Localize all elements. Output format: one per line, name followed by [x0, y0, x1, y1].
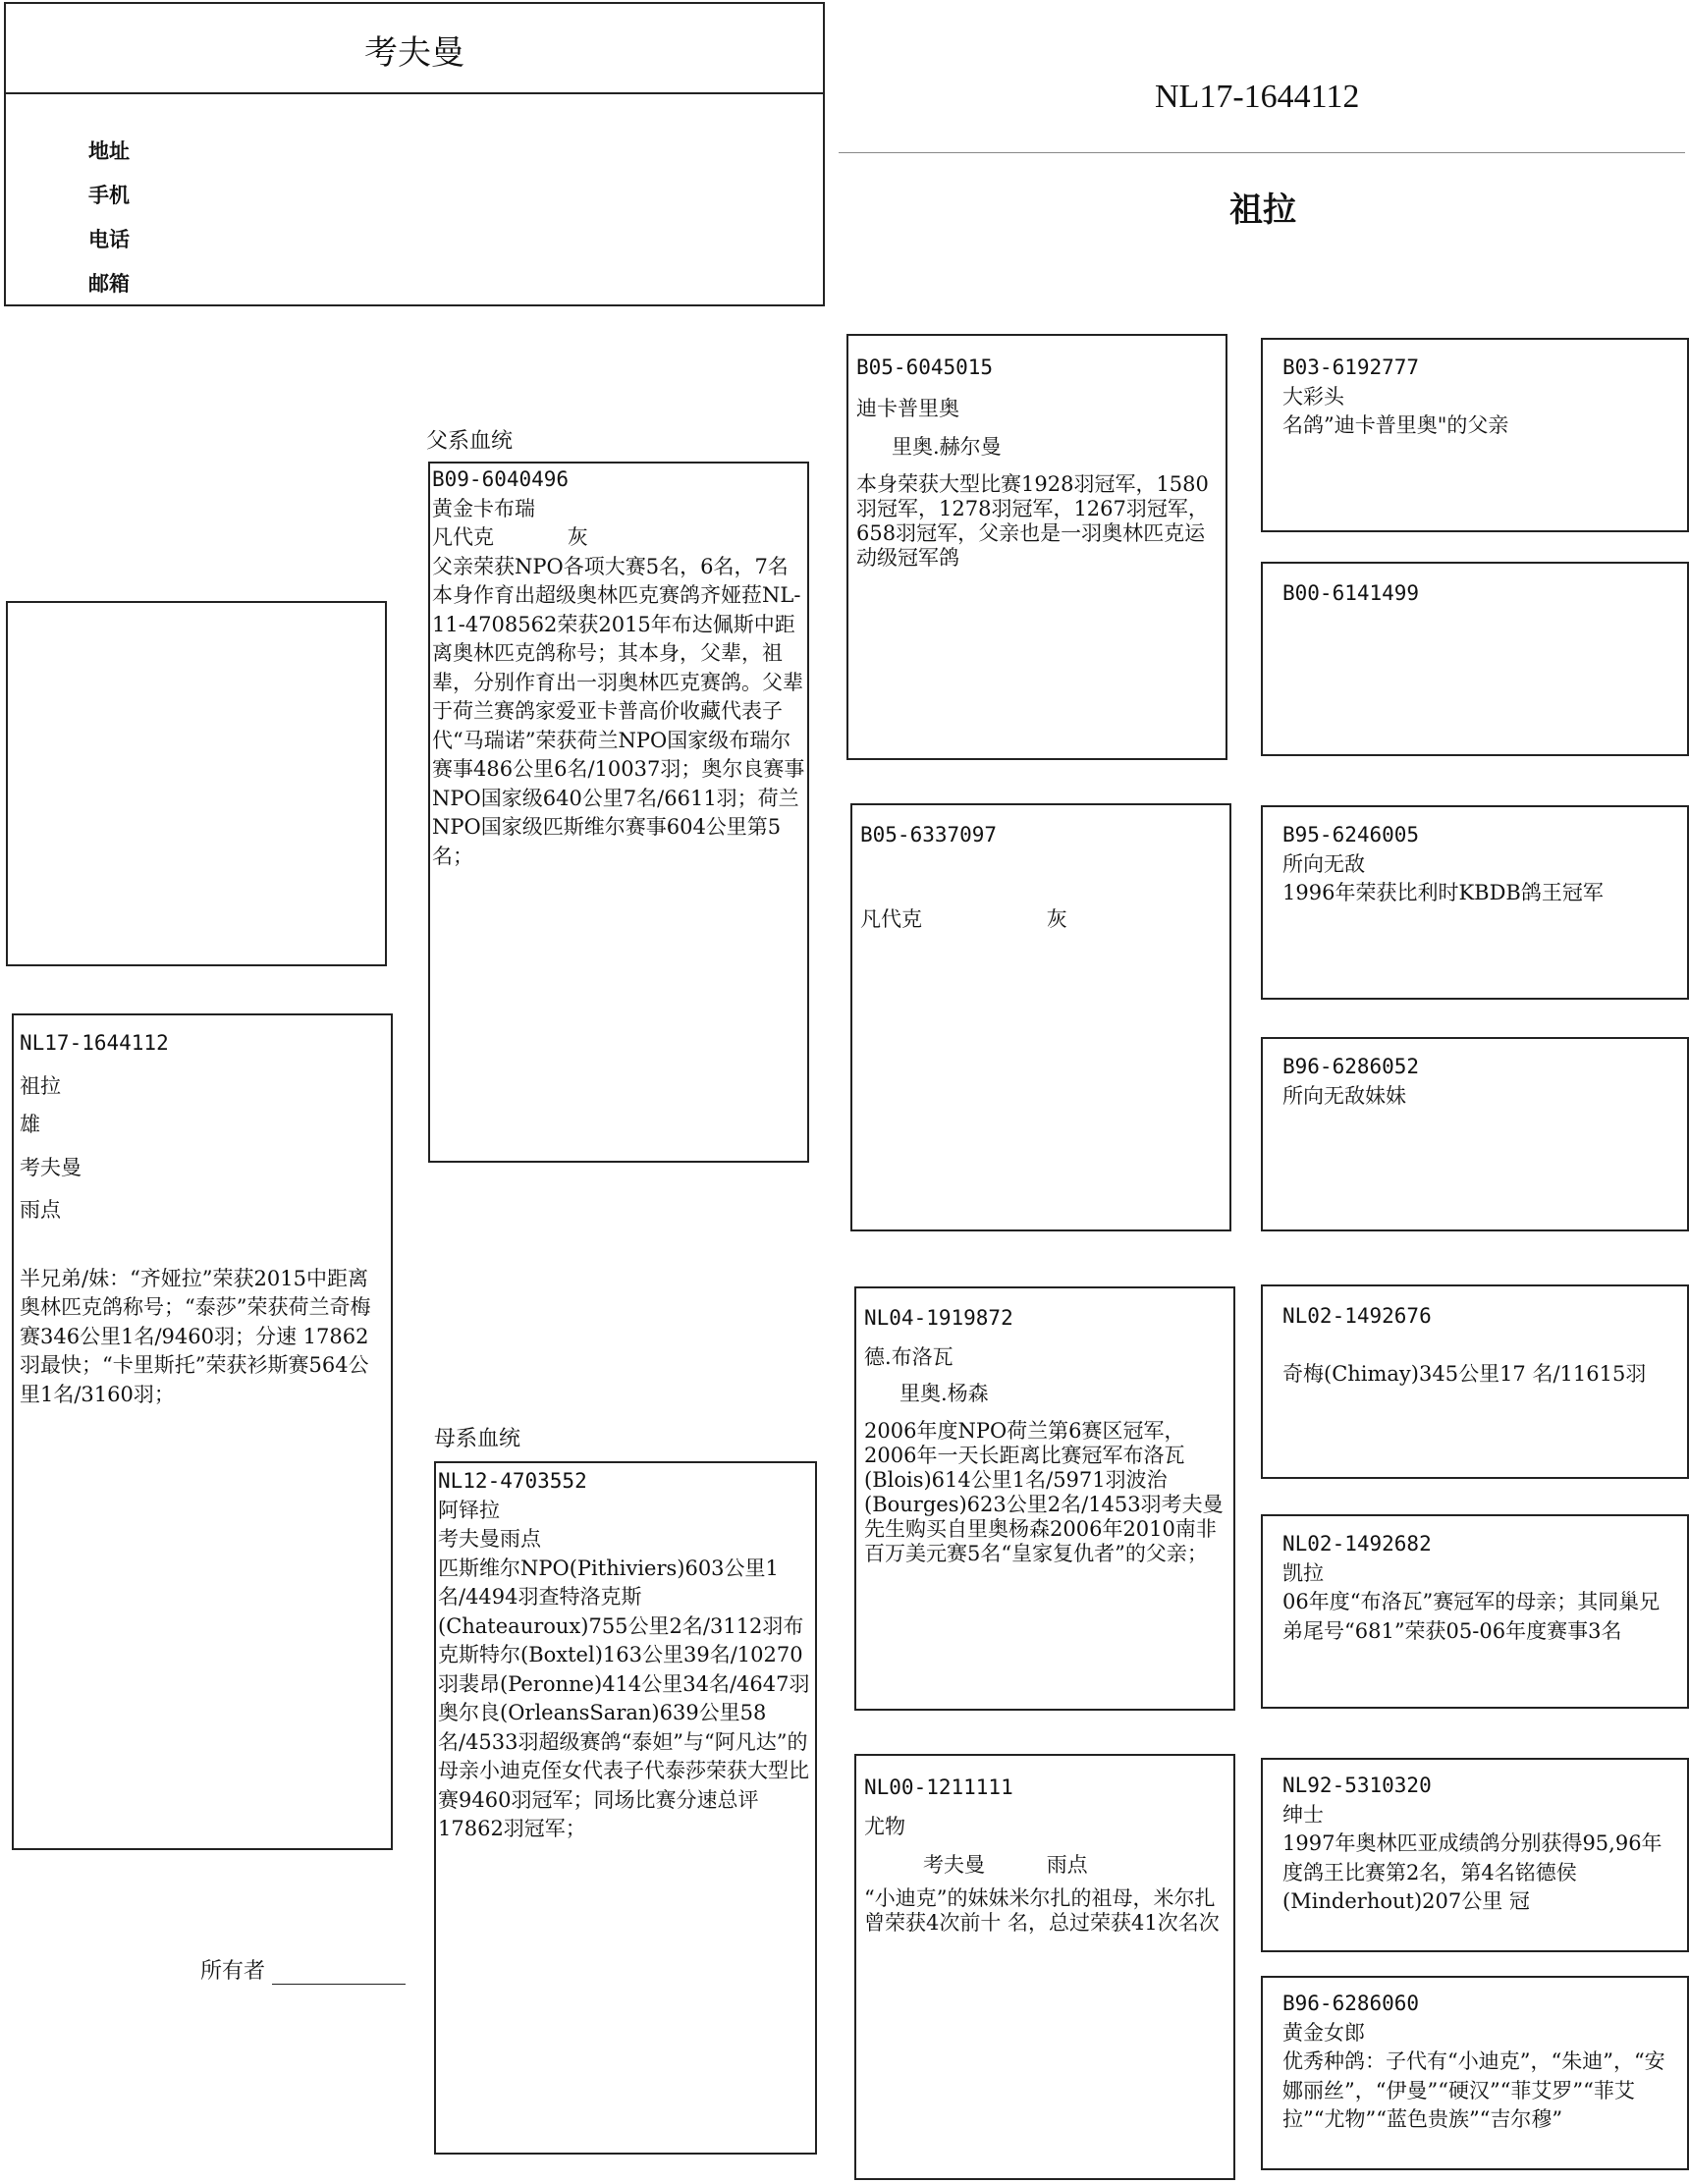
dam-dam-name: 尤物 — [864, 1814, 905, 1838]
gg-card-2 — [1261, 562, 1689, 756]
dam-dam-notes: “小迪克”的妹妹米尔扎的祖母，米尔扎曾荣获4次前十 名，总过荣获41次名次 — [864, 1885, 1220, 1935]
gg-ring-7: NL92-5310320 — [1282, 1774, 1432, 1797]
breeder-name: 考夫曼 — [364, 33, 464, 73]
dam-dam-breeder-color — [864, 1851, 1226, 1881]
dam-card — [434, 1461, 817, 2155]
breeder-info-box — [4, 2, 825, 306]
header-ring-number: NL17-1644112 — [1155, 79, 1360, 115]
dam-line-label: 母系血统 — [434, 1427, 521, 1451]
sire-breeder: 凡代克 — [432, 525, 494, 549]
gg-ring-3: B95-6246005 — [1282, 823, 1420, 846]
dam-sire-breeder: 里奥.杨森 — [899, 1382, 989, 1405]
subject-sex: 雄 — [20, 1113, 40, 1136]
gg-ring-4: B96-6286052 — [1282, 1055, 1420, 1078]
gg-card-7 — [1261, 1758, 1689, 1952]
dam-sire-notes: 2006年度NPO荷兰第6赛区冠军，2006年一天长距离比赛冠军布洛瓦(Blois)614公里1名/5971羽波治(Bourges)623公里2名/1453羽考夫曼先生购买自里奥杨森2006年2010南非百万美元赛5名“皇家复仇者”的父亲； — [864, 1418, 1224, 1565]
header-pigeon-name: 祖拉 — [1229, 191, 1296, 230]
header-rule — [839, 152, 1685, 153]
subject-notes: 半兄弟/妹：“齐娅拉”荣获2015中距离奥林匹克鸽称号；“泰莎”荣获荷兰奇梅赛346公里1名/9460羽；分速 17862羽最快；“卡里斯托”荣获衫斯赛564公里1名/3160羽； — [20, 1266, 371, 1406]
gg-notes-8: 优秀种鸽：子代有“小迪克”，“朱迪”，“安娜丽丝”，“伊曼”“硬汉”“菲艾罗”“菲艾拉”“尤物”“蓝色贵族”“吉尔穆” — [1282, 2049, 1665, 2131]
dam-dam-ring: NL00-1211111 — [864, 1775, 1013, 1799]
gg-card-1 — [1261, 338, 1689, 532]
dam-notes: 匹斯维尔NPO(Pithiviers)603公里1名/4494羽查特洛克斯(Chateauroux)755公里2名/3112羽布克斯特尔(Boxtel)163公里39名/10270羽裴昂(Peronne)414公里34名/4647羽奥尔良(OrleansSaran)639公里58名/4533羽超级赛鸽“泰妲”与“阿凡达”的母亲小迪克侄女代表子代泰莎荣获大型比赛9460羽冠军；同场比赛分速总评17862羽冠军； — [438, 1556, 810, 1840]
gg-ring-2: B00-6141499 — [1282, 581, 1420, 605]
dam-sire-name: 德.布洛瓦 — [864, 1344, 953, 1369]
header-divider — [6, 92, 823, 94]
address-label: 地址 — [88, 139, 130, 163]
gg-name-4: 所向无敌妹妹 — [1282, 1083, 1406, 1108]
gg-ring-6: NL02-1492682 — [1282, 1532, 1432, 1556]
gg-ring-1: B03-6192777 — [1282, 355, 1420, 379]
sire-name: 黄金卡布瑞 — [432, 496, 535, 520]
sire-sire-card — [846, 334, 1227, 760]
sire-breeder-color — [432, 523, 805, 553]
gg-ring-5: NL02-1492676 — [1282, 1304, 1432, 1328]
email-label: 邮箱 — [88, 272, 130, 296]
dam-dam-breeder: 考夫曼 — [923, 1853, 985, 1877]
sire-color: 灰 — [567, 525, 588, 549]
contact-fields — [88, 130, 130, 306]
gg-notes-7: 1997年奥林匹亚成绩鸽分别获得95,96年度鸽王比赛第2名，第4名铭德侯(Minderhout)207公里 冠 — [1282, 1831, 1662, 1913]
sire-line-label: 父系血统 — [426, 429, 514, 454]
dam-sire-card — [854, 1286, 1235, 1711]
dam-ring: NL12-4703552 — [438, 1469, 587, 1493]
gg-notes-5: 奇梅(Chimay)345公里17 名/11615羽 — [1282, 1361, 1647, 1386]
subject-color: 雨点 — [20, 1198, 61, 1222]
phone-label: 电话 — [88, 228, 130, 251]
gg-notes-6: 06年度“布洛瓦”赛冠军的母亲；其同巢兄弟尾号“681”荣获05-06年度赛事3名 — [1282, 1590, 1661, 1643]
sire-sire-name: 迪卡普里奥 — [856, 396, 959, 420]
gg-notes-1: 名鸽”迪卡普里奥"的父亲 — [1282, 413, 1509, 437]
dam-dam-card — [854, 1754, 1235, 2180]
gg-name-7: 绅士 — [1282, 1802, 1324, 1827]
subject-ring: NL17-1644112 — [20, 1031, 169, 1055]
sire-dam-card — [850, 803, 1231, 1231]
subject-breeder: 考夫曼 — [20, 1155, 82, 1179]
mobile-label: 手机 — [88, 184, 130, 207]
gg-name-1: 大彩头 — [1282, 384, 1344, 409]
sire-notes: 父亲荣获NPO各项大赛5名，6名，7名本身作育出超级奥林匹克赛鸽齐娅菈NL-11-4708562荣获2015年布达佩斯中距离奥林匹克鸽称号；其本身，父辈，祖辈，分别作育出一羽奥林匹克赛鸽。父辈于荷兰赛鸽家爱亚卡普高价收藏代表子代“马瑞诺”荣获荷兰NPO国家级布瑞尔赛事486公里6名/10037羽；奥尔良赛事NPO国家级640公里7名/6611羽；荷兰NPO国家级匹斯维尔赛事604公里第5名； — [432, 554, 805, 868]
gg-name-6: 凯拉 — [1282, 1560, 1324, 1585]
sire-card — [428, 462, 809, 1163]
sire-sire-notes: 本身荣获大型比赛1928羽冠军，1580羽冠军，1278羽冠军，1267羽冠军，658羽冠军，父亲也是一羽奥林匹克运动级冠军鸽 — [856, 471, 1209, 570]
gg-name-3: 所向无敌 — [1282, 851, 1365, 876]
dam-dam-color: 雨点 — [1046, 1853, 1088, 1877]
gg-name-8: 黄金女郎 — [1282, 2020, 1365, 2045]
dam-breeder-color: 考夫曼雨点 — [438, 1527, 541, 1551]
gg-ring-8: B96-6286060 — [1282, 1992, 1420, 2015]
sire-ring: B09-6040496 — [432, 467, 570, 491]
sire-dam-ring: B05-6337097 — [860, 823, 998, 846]
gg-name-5 — [1282, 1332, 1667, 1360]
owner-line — [200, 1954, 406, 1985]
subject-card — [12, 1013, 393, 1850]
photo-frame — [6, 601, 387, 966]
dam-name: 阿铎拉 — [438, 1498, 500, 1522]
sire-sire-ring: B05-6045015 — [856, 355, 994, 379]
gg-card-4 — [1261, 1037, 1689, 1231]
gg-card-3 — [1261, 805, 1689, 1000]
gg-card-5 — [1261, 1284, 1689, 1479]
owner-label: 所有者 — [200, 1959, 266, 1984]
owner-blank[interactable] — [272, 1984, 406, 1985]
sire-dam-color: 灰 — [1046, 906, 1067, 931]
subject-name: 祖拉 — [20, 1073, 61, 1098]
gg-card-6 — [1261, 1514, 1689, 1709]
sire-sire-breeder: 里奥.赫尔曼 — [892, 435, 1002, 459]
gg-notes-3: 1996年荣获比利时KBDB鸽王冠军 — [1282, 881, 1604, 904]
dam-sire-ring: NL04-1919872 — [864, 1306, 1013, 1330]
sire-dam-breeder-color — [860, 905, 1222, 935]
gg-card-8 — [1261, 1976, 1689, 2170]
sire-dam-breeder: 凡代克 — [860, 906, 922, 931]
